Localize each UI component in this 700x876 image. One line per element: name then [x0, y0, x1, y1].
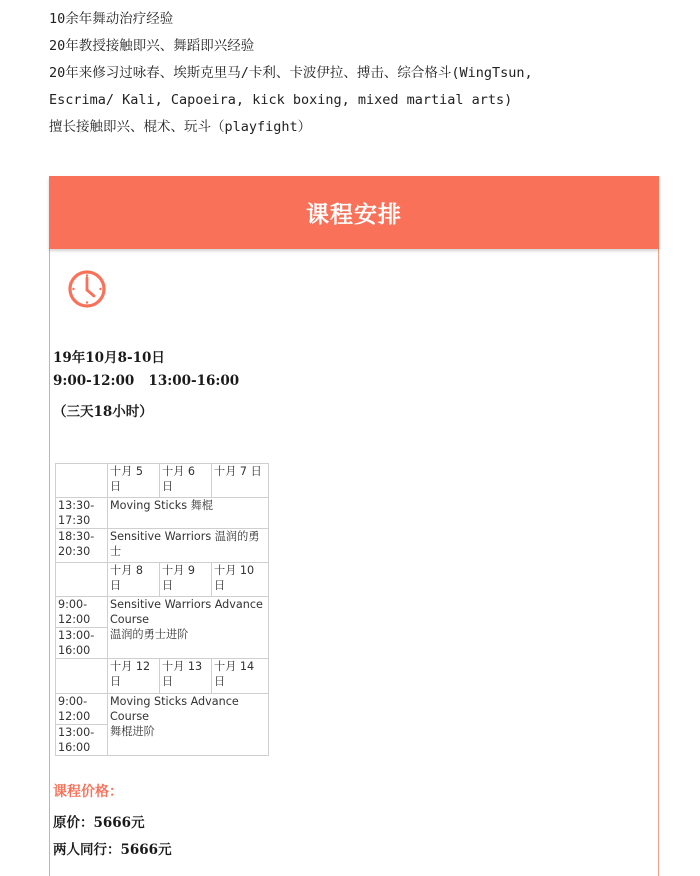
- course-name: Moving Sticks Advance Course: [110, 695, 239, 723]
- price-value: 5666元: [120, 842, 172, 858]
- table-cell: 十月 14 日: [212, 659, 269, 694]
- pricing-title: 课程价格：: [53, 784, 123, 800]
- course-name: Sensitive Warriors Advance Course: [110, 598, 263, 626]
- price-label: 原价：: [53, 815, 94, 831]
- table-cell: [56, 464, 108, 498]
- table-cell: [56, 659, 108, 694]
- table-row: [56, 694, 269, 725]
- schedule-duration: （三天18小时）: [53, 404, 153, 420]
- table-row: [56, 498, 269, 529]
- table-cell: Moving Sticks 舞棍: [108, 498, 269, 529]
- table-cell: 13:00-16:00: [56, 628, 108, 659]
- table-cell: Sensitive Warriors 温润的勇士: [108, 529, 269, 563]
- table-cell: 十月 12 日: [108, 659, 160, 694]
- table-cell: [108, 597, 269, 659]
- section-banner: [49, 176, 659, 249]
- intro-line: Escrima/ Kali, Capoeira, kick boxing, mixed martial arts): [49, 92, 513, 108]
- intro-line: 10余年舞动治疗经验: [49, 11, 174, 27]
- table-cell: 十月 13 日: [160, 659, 212, 694]
- table-cell: 13:30-17:30: [56, 498, 108, 529]
- table-cell: 十月 7 日: [212, 464, 269, 498]
- course-name-zh: 温润的勇士进阶: [110, 628, 189, 641]
- table-cell: 十月 8 日: [108, 563, 160, 597]
- price-label: 两人同行：: [53, 842, 121, 858]
- table-row: [56, 659, 269, 694]
- price-pair: [53, 838, 172, 858]
- table-cell: [56, 563, 108, 597]
- table-cell: [108, 694, 269, 756]
- table-cell: 9:00-12:00: [56, 597, 108, 628]
- intro-line: 擅长接触即兴、棍术、玩斗（playfight）: [49, 119, 312, 135]
- clock-icon: [67, 269, 107, 309]
- table-row: [56, 563, 269, 597]
- schedule-times: 9:00-12:00 13:00-16:00: [53, 373, 240, 389]
- table-row: [56, 529, 269, 563]
- course-name-zh: 舞棍进阶: [110, 725, 155, 738]
- intro-line: 20年来修习过咏春、埃斯克里马/卡利、卡波伊拉、搏击、综合格斗(WingTsun,: [49, 65, 533, 81]
- table-cell: 十月 5 日: [108, 464, 160, 498]
- schedule-dates: 19年10月8-10日: [53, 350, 165, 366]
- table-row: [56, 597, 269, 628]
- table-row: [56, 464, 269, 498]
- schedule-table: [55, 463, 269, 756]
- instructor-intro: [49, 6, 669, 141]
- intro-line: 20年教授接触即兴、舞蹈即兴经验: [49, 38, 255, 54]
- price-value: 5666元: [93, 815, 145, 831]
- table-cell: 十月 10 日: [212, 563, 269, 597]
- section-title: 课程安排: [306, 202, 402, 228]
- table-cell: 18:30-20:30: [56, 529, 108, 563]
- table-cell: 9:00-12:00: [56, 694, 108, 725]
- table-cell: 十月 9 日: [160, 563, 212, 597]
- table-cell: 13:00-16:00: [56, 725, 108, 756]
- table-cell: 十月 6 日: [160, 464, 212, 498]
- price-original: [53, 811, 145, 831]
